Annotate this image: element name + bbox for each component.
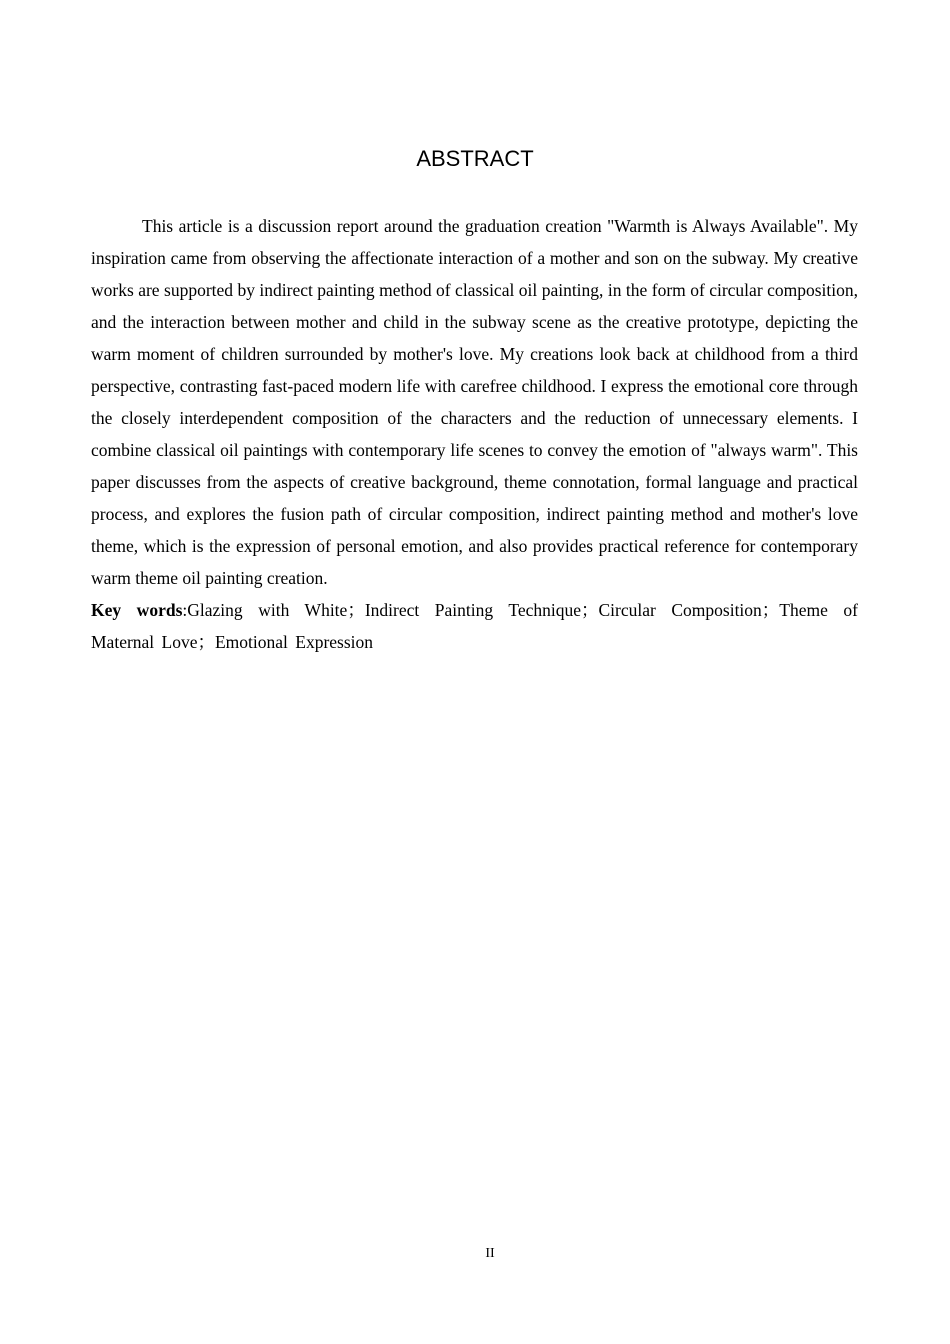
keywords-label: Key words xyxy=(91,600,183,620)
keywords-separator: : xyxy=(182,600,188,620)
abstract-body xyxy=(91,210,858,658)
abstract-paragraph: This article is a discussion report around the graduation creation "Warmth is Always Available". My inspiration came from observing the affectionate interaction of a mother and son on the subway. My creative works are supported by indirect painting method of classical oil painting, in the form of circular composition, and the interaction between mother and child in the subway scene as the creative prototype, depicting the warm moment of children surrounded by mother's love. My creations look back at childhood from a third perspective, contrasting fast-paced modern life with carefree childhood. I express the emotional core through the closely interdependent composition of the characters and the reduction of unnecessary elements. I combine classical oil paintings with contemporary life scenes to convey the emotion of "always warm". This paper discusses from the aspects of creative background, theme connotation, formal language and practical process, and explores the fusion path of circular composition, indirect painting method and mother's love theme, which is the expression of personal emotion, and also provides practical reference for contemporary warm theme oil painting creation. xyxy=(91,216,858,588)
keywords-text: Glazing with White；Indirect Painting Technique；Circular Composition；Theme of Maternal Love；Emotional Expression xyxy=(91,600,859,652)
keywords-line xyxy=(91,594,858,658)
abstract-heading: ABSTRACT xyxy=(416,146,534,171)
page-number: II xyxy=(485,1246,495,1261)
